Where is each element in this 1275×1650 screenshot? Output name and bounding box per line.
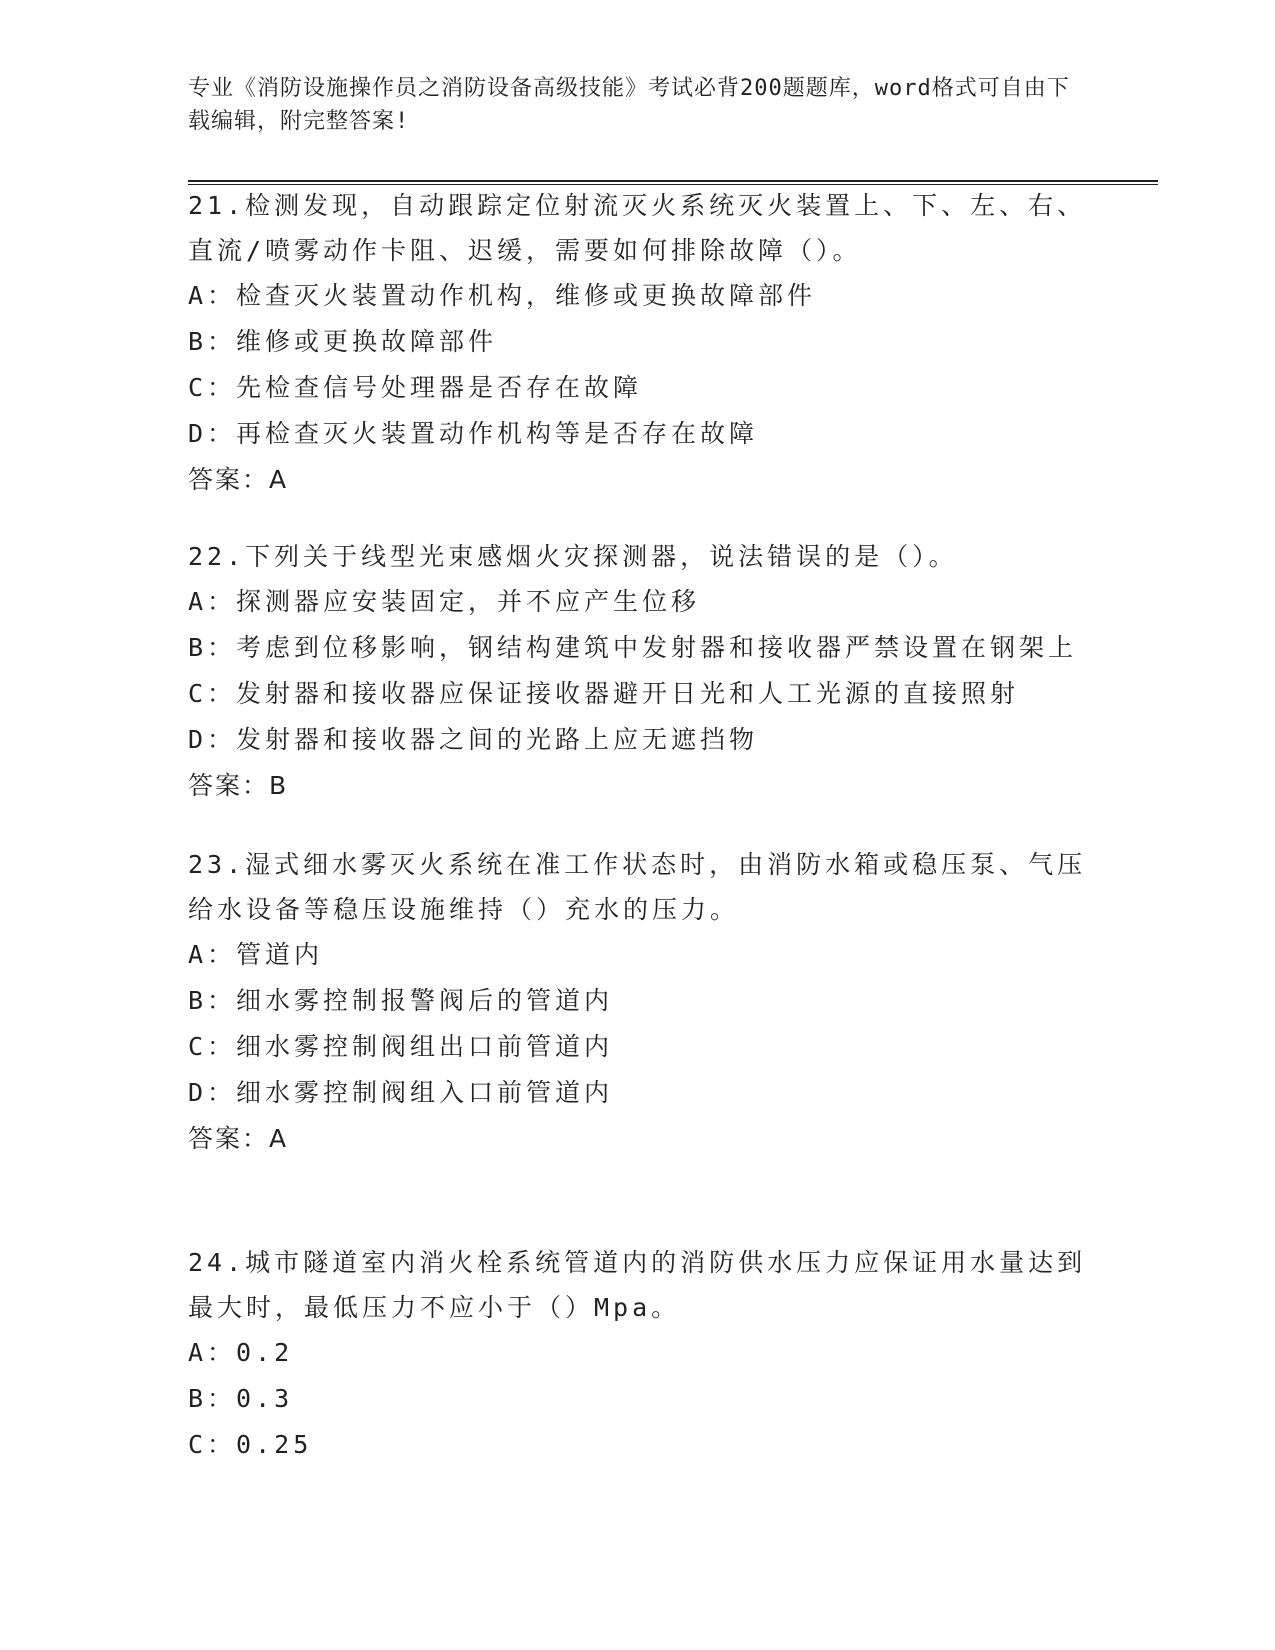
option-a: A：0.2 (188, 1338, 294, 1367)
question-22 (188, 534, 1088, 809)
option-a: A：管道内 (188, 940, 324, 969)
question-stem: 21.检测发现，自动跟踪定位射流灭火系统灭火装置上、下、左、右、直流/喷雾动作卡阻、迟缓，需要如何排除故障（）。 (188, 191, 1087, 265)
option-d: D：细水雾控制阀组入口前管道内 (188, 1078, 614, 1107)
question-24 (188, 1240, 1088, 1468)
option-b: B：考虑到位移影响，钢结构建筑中发射器和接收器严禁设置在钢架上 (188, 633, 1078, 662)
question-21 (188, 183, 1088, 503)
option-c: C：细水雾控制阀组出口前管道内 (188, 1032, 614, 1061)
option-a: A：检查灭火装置动作机构，维修或更换故障部件 (188, 281, 817, 310)
option-a: A：探测器应安装固定，并不应产生位移 (188, 587, 701, 616)
option-c: C：0.25 (188, 1430, 313, 1459)
option-d: D：再检查灭火装置动作机构等是否存在故障 (188, 419, 759, 448)
option-b: B：细水雾控制报警阀后的管道内 (188, 986, 614, 1015)
question-stem: 24.城市隧道室内消火栓系统管道内的消防供水压力应保证用水量达到最大时，最低压力不应小于（）Mpa。 (188, 1248, 1087, 1322)
option-c: C：先检查信号处理器是否存在故障 (188, 373, 643, 402)
question-stem: 23.湿式细水雾灭火系统在准工作状态时，由消防水箱或稳压泵、气压给水设备等稳压设施维持（）充水的压力。 (188, 850, 1087, 924)
question-23 (188, 842, 1088, 1162)
answer-label: 答案：B (188, 771, 289, 800)
question-stem: 22.下列关于线型光束感烟火灾探测器，说法错误的是（）。 (188, 542, 958, 571)
option-c: C：发射器和接收器应保证接收器避开日光和人工光源的直接照射 (188, 679, 1020, 708)
document-header: 专业《消防设施操作员之消防设备高级技能》考试必背200题题库，word格式可自由下载编辑，附完整答案! (188, 76, 1070, 134)
option-d: D：发射器和接收器之间的光路上应无遮挡物 (188, 725, 759, 754)
option-b: B：维修或更换故障部件 (188, 327, 498, 356)
answer-label: 答案：A (188, 465, 289, 494)
option-b: B：0.3 (188, 1384, 294, 1413)
answer-label: 答案：A (188, 1124, 289, 1153)
